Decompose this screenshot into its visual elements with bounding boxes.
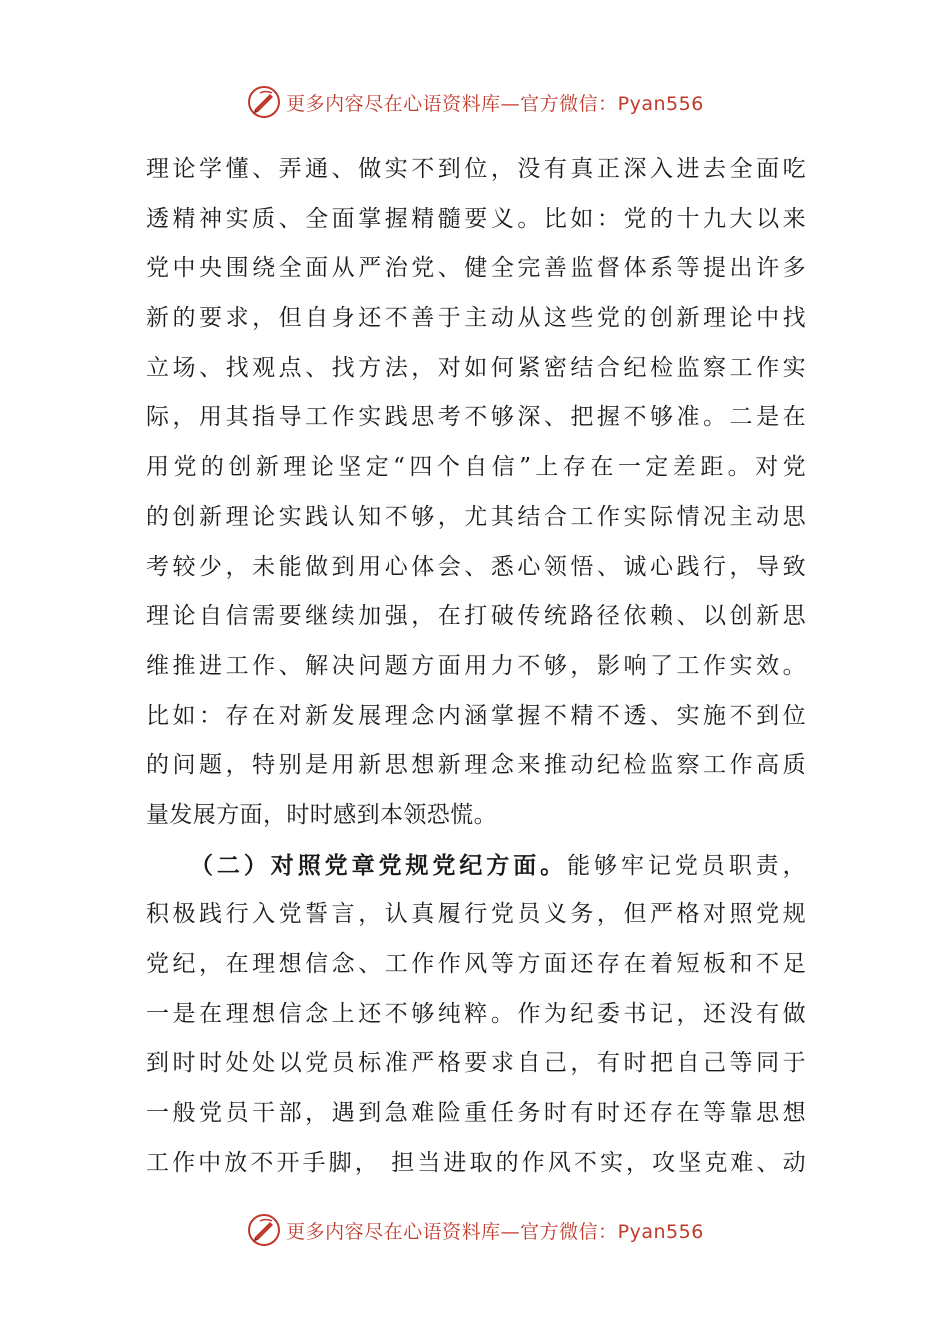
text-line: 理论自信需要继续加强，在打破传统路径依赖、以创新思 bbox=[146, 603, 806, 630]
text-line: 工作中放不开手脚， 担当进取的作风不实，攻坚克难、动 bbox=[146, 1149, 806, 1176]
text-line: 考较少，未能做到用心体会、悉心领悟、诚心践行，导致 bbox=[146, 553, 806, 580]
text-line: 量发展方面，时时感到本领恐慌。 bbox=[146, 801, 497, 828]
paragraph-2 bbox=[146, 841, 806, 1189]
text-line: 际，用其指导工作实践思考不够深、把握不够准。二是在 bbox=[146, 404, 806, 431]
section-heading: （二）对照党章党规党纪方面。 bbox=[190, 851, 568, 879]
text-line: 用党的创新理论坚定“四个自信”上存在一定差距。对党 bbox=[146, 454, 806, 481]
text-line: 党中央围绕全面从严治党、健全完善监督体系等提出许多 bbox=[146, 255, 806, 282]
banner-text: 更多内容尽在心语资料库—官方微信：Pyan556 bbox=[286, 92, 704, 115]
text-line: 理论学懂、弄通、做实不到位，没有真正深入进去全面吃 bbox=[146, 156, 806, 182]
header-banner bbox=[0, 80, 950, 124]
text-line: 透精神实质、全面掌握精髓要义。比如：党的十九大以来 bbox=[146, 205, 806, 232]
paragraph-1 bbox=[146, 145, 806, 841]
text-line: 积极践行入党誓言，认真履行党员义务，但严格对照党规 bbox=[146, 901, 806, 928]
text-line: 新的要求，但自身还不善于主动从这些党的创新理论中找 bbox=[146, 305, 806, 332]
text-line: 一是在理想信念上还不够纯粹。作为纪委书记，还没有做 bbox=[146, 1000, 806, 1027]
text-line: 立场、找观点、找方法，对如何紧密结合纪检监察工作实 bbox=[146, 354, 806, 381]
text-line: 的问题，特别是用新思想新理念来推动纪检监察工作高质 bbox=[146, 752, 806, 779]
text-line: 到时时处处以党员标准严格要求自己，有时把自己等同于 bbox=[146, 1050, 806, 1077]
banner-text: 更多内容尽在心语资料库—官方微信：Pyan556 bbox=[286, 1220, 704, 1243]
document-body bbox=[146, 145, 806, 1188]
paragraph-2-first-line-text: 能够牢记党员职责， bbox=[567, 852, 806, 879]
text-line: 一般党员干部，遇到急难险重任务时有时还存在等靠思想 bbox=[146, 1100, 806, 1127]
pen-nib-logo-icon bbox=[246, 84, 282, 120]
footer-banner bbox=[0, 1208, 950, 1252]
wechat-id: Pyan556 bbox=[617, 92, 704, 115]
pen-nib-logo-icon bbox=[246, 1212, 282, 1248]
text-line: 维推进工作、解决问题方面用力不够，影响了工作实效。 bbox=[146, 652, 806, 679]
text-line: 党纪，在理想信念、工作作风等方面还存在着短板和不足 bbox=[146, 951, 806, 977]
wechat-id: Pyan556 bbox=[617, 1220, 704, 1243]
paragraph-2-first-line bbox=[146, 841, 806, 891]
text-line: 比如：存在对新发展理念内涵掌握不精不透、实施不到位 bbox=[146, 702, 806, 729]
text-line: 的创新理论实践认知不够，尤其结合工作实际情况主动思 bbox=[146, 503, 806, 530]
